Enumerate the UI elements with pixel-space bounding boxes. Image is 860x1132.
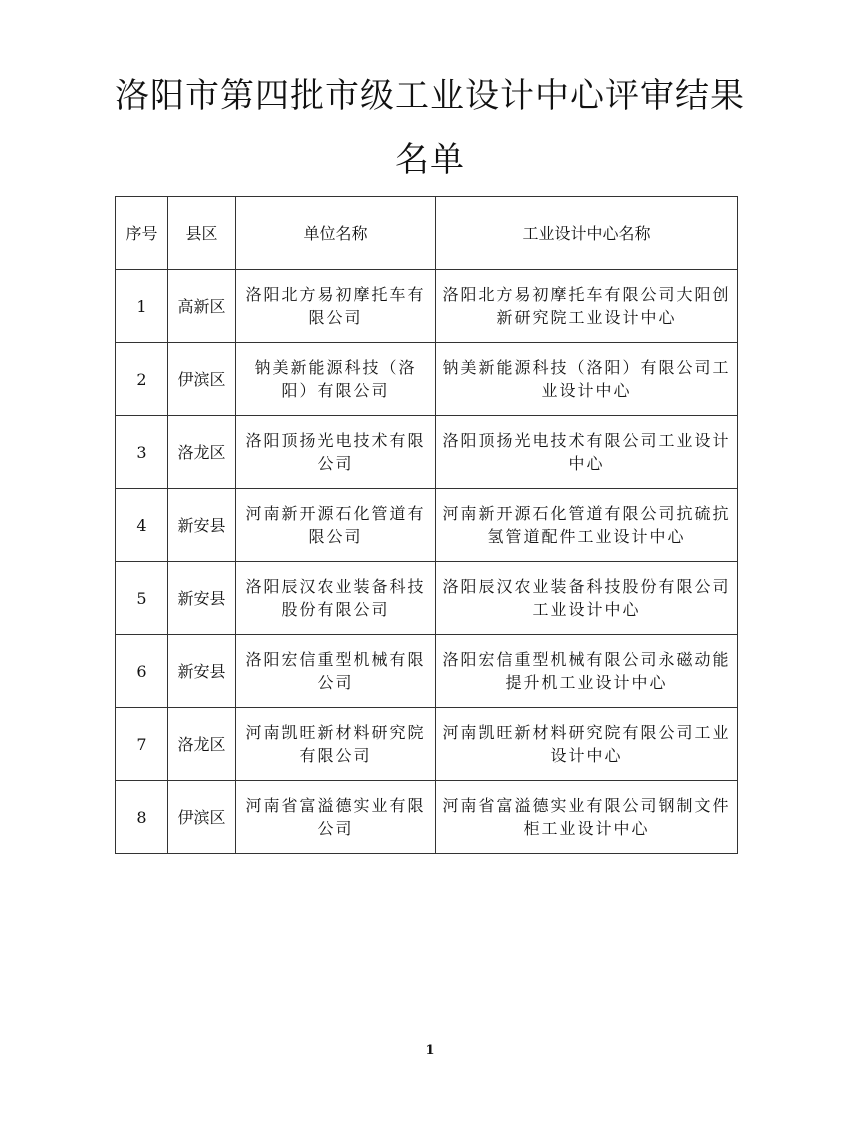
cell-district: 新安县: [168, 562, 236, 635]
cell-design-center: 洛阳顶扬光电技术有限公司工业设计中心: [436, 416, 738, 489]
table-row: [116, 635, 738, 708]
cell-design-center: 河南凯旺新材料研究院有限公司工业设计中心: [436, 708, 738, 781]
table-row: [116, 343, 738, 416]
cell-design-center: 洛阳宏信重型机械有限公司永磁动能提升机工业设计中心: [436, 635, 738, 708]
table-row: [116, 562, 738, 635]
cell-district: 新安县: [168, 489, 236, 562]
header-company: 单位名称: [236, 197, 436, 270]
cell-serial: 4: [116, 489, 168, 562]
cell-company: 河南新开源石化管道有限公司: [236, 489, 436, 562]
cell-district: 新安县: [168, 635, 236, 708]
cell-company: 河南凯旺新材料研究院有限公司: [236, 708, 436, 781]
cell-serial: 6: [116, 635, 168, 708]
cell-district: 洛龙区: [168, 708, 236, 781]
cell-company: 洛阳辰汉农业装备科技股份有限公司: [236, 562, 436, 635]
table-row: [116, 270, 738, 343]
cell-company: 河南省富溢德实业有限公司: [236, 781, 436, 854]
cell-serial: 5: [116, 562, 168, 635]
cell-design-center: 洛阳北方易初摩托车有限公司大阳创新研究院工业设计中心: [436, 270, 738, 343]
table-row: [116, 489, 738, 562]
cell-district: 洛龙区: [168, 416, 236, 489]
cell-design-center: 河南省富溢德实业有限公司钢制文件柜工业设计中心: [436, 781, 738, 854]
cell-district: 高新区: [168, 270, 236, 343]
cell-serial: 3: [116, 416, 168, 489]
cell-district: 伊滨区: [168, 781, 236, 854]
cell-design-center: 河南新开源石化管道有限公司抗硫抗氢管道配件工业设计中心: [436, 489, 738, 562]
cell-design-center: 洛阳辰汉农业装备科技股份有限公司工业设计中心: [436, 562, 738, 635]
cell-company: 洛阳北方易初摩托车有限公司: [236, 270, 436, 343]
cell-company: 钠美新能源科技（洛阳）有限公司: [236, 343, 436, 416]
cell-company: 洛阳顶扬光电技术有限公司: [236, 416, 436, 489]
document-title: 洛阳市第四批市级工业设计中心评审结果: [115, 76, 745, 116]
cell-serial: 2: [116, 343, 168, 416]
table-row: [116, 708, 738, 781]
table-header-row: [116, 197, 738, 270]
cell-company: 洛阳宏信重型机械有限公司: [236, 635, 436, 708]
header-district: 县区: [168, 197, 236, 270]
cell-serial: 8: [116, 781, 168, 854]
header-design-center: 工业设计中心名称: [436, 197, 738, 270]
table-row: [116, 781, 738, 854]
table-row: [116, 416, 738, 489]
results-table: [115, 196, 738, 854]
header-serial: 序号: [116, 197, 168, 270]
cell-design-center: 钠美新能源科技（洛阳）有限公司工业设计中心: [436, 343, 738, 416]
page-number: 1: [425, 1043, 435, 1058]
cell-serial: 7: [116, 708, 168, 781]
cell-serial: 1: [116, 270, 168, 343]
cell-district: 伊滨区: [168, 343, 236, 416]
document-title-continued: 名单: [395, 140, 465, 180]
